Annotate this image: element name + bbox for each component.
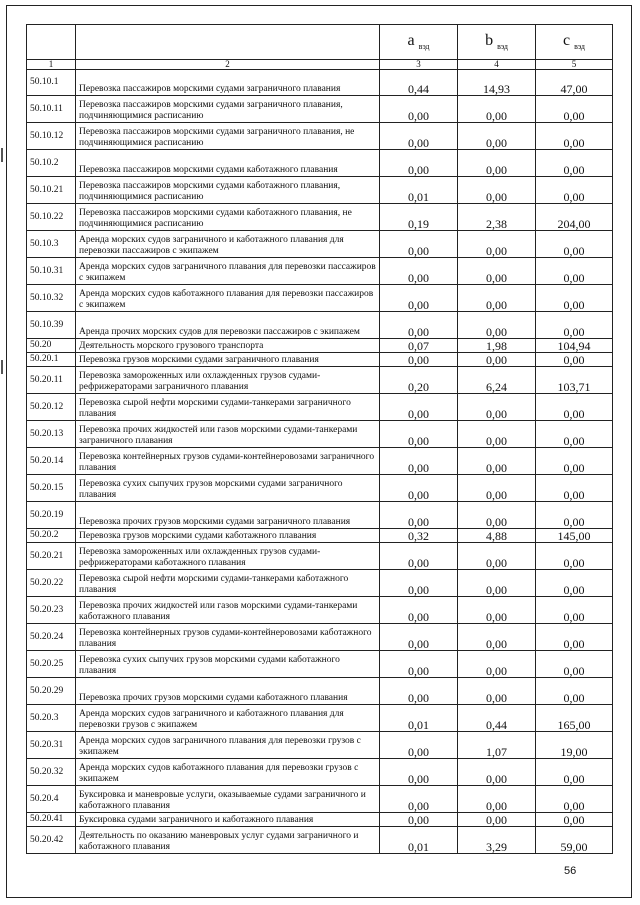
row-code: 50.10.1: [27, 70, 76, 96]
table-row: [27, 123, 613, 150]
row-value-b: 0,44: [458, 705, 536, 732]
header-col-b: b $_{вэд}$: [458, 25, 536, 60]
row-value-c: 0,00: [536, 475, 613, 502]
row-name: Аренда морских судов каботажного плавания для перевозки грузов с экипажем: [76, 759, 380, 786]
row-value-a: 0,00: [380, 394, 458, 421]
row-value-a: 0,00: [380, 312, 458, 339]
row-value-b: 0,00: [458, 123, 536, 150]
table-row: [27, 732, 613, 759]
row-name: Перевозка контейнерных грузов судами-контейнеровозами каботажного плавания: [76, 624, 380, 651]
row-name: Перевозка сухих сыпучих грузов морскими судами заграничного плавания: [76, 475, 380, 502]
row-name: Деятельность по оказанию маневровых услуг судами заграничного и каботажного плавания: [76, 827, 380, 854]
column-number: 1: [27, 60, 76, 70]
row-name: Аренда морских судов заграничного и каботажного плавания для перевозки пассажиров с экипажем: [76, 231, 380, 258]
header-col-c: c $_{вэд}$: [536, 25, 613, 60]
row-value-c: 0,00: [536, 502, 613, 529]
row-value-c: 204,00: [536, 204, 613, 231]
table-row: [27, 231, 613, 258]
row-name: Перевозка пассажиров морскими судами каботажного плавания: [76, 150, 380, 177]
column-number-row: [27, 60, 613, 70]
row-code: 50.10.2: [27, 150, 76, 177]
row-value-a: 0,00: [380, 231, 458, 258]
row-value-b: 0,00: [458, 421, 536, 448]
header-row: [27, 25, 613, 60]
row-code: 50.20.2: [27, 529, 76, 543]
row-value-b: 0,00: [458, 177, 536, 204]
row-value-c: 0,00: [536, 624, 613, 651]
table-row: [27, 597, 613, 624]
row-code: 50.20.3: [27, 705, 76, 732]
table-row: [27, 651, 613, 678]
column-number: 4: [458, 60, 536, 70]
row-name: Перевозка сухих сыпучих грузов морскими судами каботажного плавания: [76, 651, 380, 678]
row-value-a: 0,01: [380, 177, 458, 204]
row-value-a: 0,00: [380, 543, 458, 570]
column-number: 3: [380, 60, 458, 70]
row-name: Буксировка и маневровые услуги, оказываемые судами заграничного и каботажного плавания: [76, 786, 380, 813]
row-value-a: 0,19: [380, 204, 458, 231]
row-name: Перевозка замороженных или охлажденных грузов судами-рефрижераторами заграничного плавания: [76, 367, 380, 394]
header-empty-code: [27, 25, 76, 60]
table-row: [27, 367, 613, 394]
row-name: Деятельность морского грузового транспорта: [76, 339, 380, 353]
row-value-c: 0,00: [536, 597, 613, 624]
row-name: Перевозка прочих жидкостей или газов морскими судами-танкерами каботажного плавания: [76, 597, 380, 624]
row-value-c: 0,00: [536, 394, 613, 421]
row-name: Перевозка контейнерных грузов судами-контейнеровозами заграничного плавания: [76, 448, 380, 475]
row-code: 50.10.12: [27, 123, 76, 150]
row-value-a: 0,00: [380, 353, 458, 367]
row-value-c: 0,00: [536, 543, 613, 570]
row-value-a: 0,07: [380, 339, 458, 353]
table-row: [27, 421, 613, 448]
row-value-b: 0,00: [458, 813, 536, 827]
row-value-b: 0,00: [458, 759, 536, 786]
row-value-c: 0,00: [536, 123, 613, 150]
row-name: Перевозка сырой нефти морскими судами-танкерами каботажного плавания: [76, 570, 380, 597]
row-code: 50.10.39: [27, 312, 76, 339]
row-value-b: 0,00: [458, 448, 536, 475]
row-name: Буксировка судами заграничного и каботажного плавания: [76, 813, 380, 827]
row-value-b: 1,07: [458, 732, 536, 759]
header-empty-name: [76, 25, 380, 60]
row-value-a: 0,00: [380, 421, 458, 448]
row-value-c: 0,00: [536, 448, 613, 475]
row-value-b: 0,00: [458, 597, 536, 624]
row-value-c: 0,00: [536, 312, 613, 339]
row-value-b: 0,00: [458, 475, 536, 502]
table-row: [27, 394, 613, 421]
row-value-b: 0,00: [458, 96, 536, 123]
scan-mark: [1, 148, 3, 162]
row-value-a: 0,00: [380, 597, 458, 624]
data-table: [26, 24, 613, 854]
row-code: 50.20.12: [27, 394, 76, 421]
table-row: [27, 70, 613, 96]
row-value-c: 47,00: [536, 70, 613, 96]
row-name: Перевозка пассажиров морскими судами заграничного плавания, подчиняющимися расписанию: [76, 96, 380, 123]
column-number: 5: [536, 60, 613, 70]
row-value-a: 0,00: [380, 651, 458, 678]
row-code: 50.20.31: [27, 732, 76, 759]
row-value-b: 6,24: [458, 367, 536, 394]
row-value-c: 19,00: [536, 732, 613, 759]
table-row: [27, 543, 613, 570]
row-code: 50.20.19: [27, 502, 76, 529]
row-name: Перевозка прочих грузов морскими судами заграничного плавания: [76, 502, 380, 529]
table-row: [27, 502, 613, 529]
row-value-c: 0,00: [536, 231, 613, 258]
table-row: [27, 570, 613, 597]
table-row: [27, 827, 613, 854]
row-value-c: 145,00: [536, 529, 613, 543]
row-value-c: 165,00: [536, 705, 613, 732]
row-value-a: 0,00: [380, 285, 458, 312]
row-value-a: 0,00: [380, 678, 458, 705]
row-value-a: 0,00: [380, 502, 458, 529]
row-value-a: 0,20: [380, 367, 458, 394]
row-value-b: 3,29: [458, 827, 536, 854]
row-value-a: 0,00: [380, 624, 458, 651]
row-value-a: 0,00: [380, 786, 458, 813]
row-value-b: 0,00: [458, 624, 536, 651]
row-code: 50.10.21: [27, 177, 76, 204]
row-value-a: 0,00: [380, 448, 458, 475]
row-value-c: 0,00: [536, 813, 613, 827]
row-name: Аренда прочих морских судов для перевозки пассажиров с экипажем: [76, 312, 380, 339]
page-number: 56: [564, 865, 577, 877]
row-value-c: 104,94: [536, 339, 613, 353]
row-value-c: 0,00: [536, 96, 613, 123]
scan-mark: [1, 360, 3, 374]
row-value-a: 0,00: [380, 813, 458, 827]
row-code: 50.10.32: [27, 285, 76, 312]
row-value-c: 0,00: [536, 285, 613, 312]
row-name: Перевозка грузов морскими судами каботажного плавания: [76, 529, 380, 543]
table-row: [27, 177, 613, 204]
row-code: 50.20.22: [27, 570, 76, 597]
table-row: [27, 475, 613, 502]
row-code: 50.20.32: [27, 759, 76, 786]
row-value-b: 0,00: [458, 651, 536, 678]
row-value-b: 0,00: [458, 231, 536, 258]
row-value-c: 103,71: [536, 367, 613, 394]
row-name: Перевозка замороженных или охлажденных грузов судами-рефрижераторами каботажного плавания: [76, 543, 380, 570]
row-code: 50.20.1: [27, 353, 76, 367]
row-code: 50.20.13: [27, 421, 76, 448]
row-value-a: 0,44: [380, 70, 458, 96]
row-value-c: 0,00: [536, 421, 613, 448]
row-value-b: 4,88: [458, 529, 536, 543]
row-code: 50.20.29: [27, 678, 76, 705]
row-value-c: 0,00: [536, 786, 613, 813]
row-value-b: 0,00: [458, 312, 536, 339]
row-name: Перевозка пассажиров морскими судами заграничного плавания: [76, 70, 380, 96]
column-number: 2: [76, 60, 380, 70]
row-code: 50.10.31: [27, 258, 76, 285]
row-value-a: 0,00: [380, 123, 458, 150]
table-row: [27, 353, 613, 367]
row-code: 50.10.11: [27, 96, 76, 123]
row-value-c: 0,00: [536, 150, 613, 177]
row-value-a: 0,00: [380, 759, 458, 786]
row-code: 50.20.21: [27, 543, 76, 570]
row-value-b: 0,00: [458, 258, 536, 285]
row-value-b: 0,00: [458, 570, 536, 597]
row-code: 50.10.3: [27, 231, 76, 258]
row-value-b: 14,93: [458, 70, 536, 96]
row-value-c: 0,00: [536, 759, 613, 786]
row-name: Перевозка сырой нефти морскими судами-танкерами заграничного плавания: [76, 394, 380, 421]
table-row: [27, 624, 613, 651]
table-row: [27, 96, 613, 123]
row-value-c: 0,00: [536, 353, 613, 367]
row-name: Перевозка пассажиров морскими судами каботажного плавания, подчиняющимися расписанию: [76, 177, 380, 204]
row-value-c: 0,00: [536, 258, 613, 285]
row-value-b: 0,00: [458, 394, 536, 421]
header-col-a: a $_{вэд}$: [380, 25, 458, 60]
row-value-b: 2,38: [458, 204, 536, 231]
row-value-b: 0,00: [458, 353, 536, 367]
row-value-a: 0,01: [380, 827, 458, 854]
row-value-b: 0,00: [458, 786, 536, 813]
table-row: [27, 813, 613, 827]
row-code: 50.20: [27, 339, 76, 353]
table-row: [27, 204, 613, 231]
row-code: 50.20.14: [27, 448, 76, 475]
row-value-c: 59,00: [536, 827, 613, 854]
row-value-b: 0,00: [458, 678, 536, 705]
row-name: Аренда морских судов заграничного и каботажного плавания для перевозки грузов с экипажем: [76, 705, 380, 732]
row-code: 50.20.4: [27, 786, 76, 813]
row-name: Перевозка прочих грузов морскими судами каботажного плавания: [76, 678, 380, 705]
row-name: Аренда морских судов заграничного плавания для перевозки грузов с экипажем: [76, 732, 380, 759]
row-value-a: 0,32: [380, 529, 458, 543]
row-value-a: 0,00: [380, 150, 458, 177]
table-row: [27, 312, 613, 339]
row-code: 50.20.11: [27, 367, 76, 394]
row-name: Перевозка пассажиров морскими судами заграничного плавания, не подчиняющимися расписанию: [76, 123, 380, 150]
row-value-c: 0,00: [536, 678, 613, 705]
row-value-a: 0,00: [380, 732, 458, 759]
table-row: [27, 759, 613, 786]
row-value-b: 0,00: [458, 150, 536, 177]
row-value-b: 1,98: [458, 339, 536, 353]
row-name: Перевозка пассажиров морскими судами каботажного плавания, не подчиняющимися расписанию: [76, 204, 380, 231]
row-value-b: 0,00: [458, 285, 536, 312]
row-value-a: 0,00: [380, 570, 458, 597]
row-value-a: 0,00: [380, 258, 458, 285]
row-name: Аренда морских судов заграничного плавания для перевозки пассажиров с экипажем: [76, 258, 380, 285]
row-value-b: 0,00: [458, 502, 536, 529]
table-row: [27, 529, 613, 543]
row-value-a: 0,00: [380, 96, 458, 123]
row-value-a: 0,01: [380, 705, 458, 732]
row-value-c: 0,00: [536, 570, 613, 597]
table-row: [27, 258, 613, 285]
row-code: 50.20.15: [27, 475, 76, 502]
row-code: 50.20.25: [27, 651, 76, 678]
table-row: [27, 285, 613, 312]
table-row: [27, 678, 613, 705]
table-row: [27, 786, 613, 813]
row-code: 50.20.23: [27, 597, 76, 624]
table-row: [27, 339, 613, 353]
table-row: [27, 705, 613, 732]
row-name: Перевозка прочих жидкостей или газов морскими судами-танкерами заграничного плавания: [76, 421, 380, 448]
table-row: [27, 150, 613, 177]
row-value-c: 0,00: [536, 177, 613, 204]
row-name: Перевозка грузов морскими судами заграничного плавания: [76, 353, 380, 367]
row-code: 50.20.41: [27, 813, 76, 827]
row-code: 50.10.22: [27, 204, 76, 231]
row-code: 50.20.42: [27, 827, 76, 854]
row-code: 50.20.24: [27, 624, 76, 651]
row-value-a: 0,00: [380, 475, 458, 502]
row-value-c: 0,00: [536, 651, 613, 678]
row-name: Аренда морских судов каботажного плавания для перевозки пассажиров с экипажем: [76, 285, 380, 312]
row-value-b: 0,00: [458, 543, 536, 570]
table-row: [27, 448, 613, 475]
